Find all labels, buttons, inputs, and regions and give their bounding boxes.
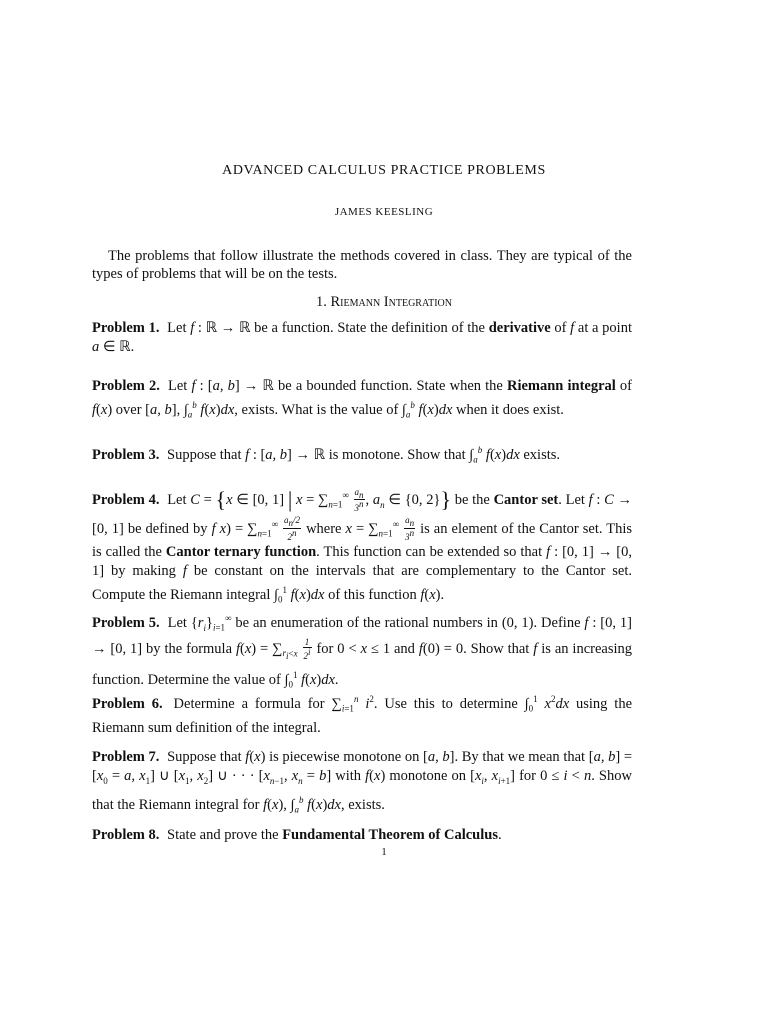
problem-label: Problem 4. xyxy=(92,491,160,508)
problem-7: Problem 7. Suppose that f(x) is piecewise monotone on [a, b]. By that we mean that [a, $b] = [x_0 = a$, $x_1$] ∪ [$x_1$, $x_2$] ∪ · · · [$x_{n-1}$, $x_n = b$] with f(x) monotone on [$x_i$, $x_{i+1}$] for 0 ≤ i < n. Show that the Riemann integral for f(x), $\int_a^b$ f(x)dx, exists. xyxy=(92,749,633,815)
problem-8: Problem 8. State and prove the Fundamental Theorem of Calculus. xyxy=(92,827,502,843)
problem-3: Problem 3. Suppose that f : [a, b] → ℝ is monotone. Show that $\int_a^b$ f(x)dx exists. xyxy=(92,445,561,465)
bold-term: derivative xyxy=(488,320,551,336)
document-title: ADVANCED CALCULUS PRACTICE PROBLEMS xyxy=(222,163,546,178)
bold-term: Cantor set xyxy=(493,491,559,508)
bold-term: Fundamental Theorem of Calculus xyxy=(282,827,498,843)
section-number: 1. xyxy=(316,294,327,310)
problem-4: Problem 4. Let C = {x ∈ [0, 1] | $x = \sum_{n=1}^\infty$ $\frac{a_n}{3^n}$ , $a_n$ ∈ {0, 2}} be the Cantor set. Let f : C → [0, 1] be defined by f $x) = \sum_{n=1}^\infty$ $\frac{a_n/2}{2^n}$ where $x = \sum_{n=1}^\infty$ $\frac{a_n}{3^n}$ is an element of the Cantor set. This is called the Cantor ternary function. This function can be extended so that f : [0, 1] → [0, 1] by making f be constant on the intervals that are complementary to the Cantor set. Compute the Riemann integral $\int_0^1$ f(x)dx of this function f(x). xyxy=(92,486,633,606)
section-heading xyxy=(0,294,768,311)
problem-label: Problem 3. xyxy=(92,446,160,463)
intro-paragraph: The problems that follow illustrate the methods covered in class. They are typical of the types of problems that will be on the tests. xyxy=(92,248,632,282)
problem-5: Problem 5. Let $\{r_i\}_{i=1}^\infty$ be an enumeration of the rational numbers in (0, 1). Define f : [0, 1] → [0, 1] by the formula $f(x) = \sum_{r_i<x}$ $\frac{1}{2^i}$ for 0 < x ≤ 1 and f(0) = 0. Show that f is an increasing function. Determine the value of $\int_0^1$ f(x)dx. xyxy=(92,613,633,690)
problem-6: Problem 6. Determine a formula for $\sum_{i=1}^n$ $i^2$. Use this to determine $\int_0^1$ $x^2dx$ using the Riemann sum definition of the integral. xyxy=(92,694,633,736)
problem-label: Problem 5. xyxy=(92,614,160,631)
author-name: JAMES KEESLING xyxy=(334,206,434,218)
page-number: 1 xyxy=(381,846,387,858)
bold-term: Riemann integral xyxy=(506,378,616,394)
problem-label: Problem 6. xyxy=(92,695,163,712)
bold-term-secondary: Cantor ternary function xyxy=(165,544,317,561)
problem-2: Problem 2. Let f : [a, b] → ℝ be a bounded function. State when the Riemann integral of f(x) over [a, b], $\int_a^b$ f(x)dx, exists. What is the value of $\int_a^b$ f(x)dx when it does exist. xyxy=(92,378,633,420)
problem-label: Problem 8. xyxy=(92,827,160,843)
problem-label: Problem 2. xyxy=(92,378,160,394)
section-title: Riemann Integration xyxy=(330,294,452,310)
problem-label: Problem 1. xyxy=(92,320,160,336)
problem-label: Problem 7. xyxy=(92,749,160,765)
problem-1: Problem 1. Let f : ℝ → ℝ be a function. State the definition of the derivative of f at a point a ∈ ℝ. xyxy=(92,320,632,355)
